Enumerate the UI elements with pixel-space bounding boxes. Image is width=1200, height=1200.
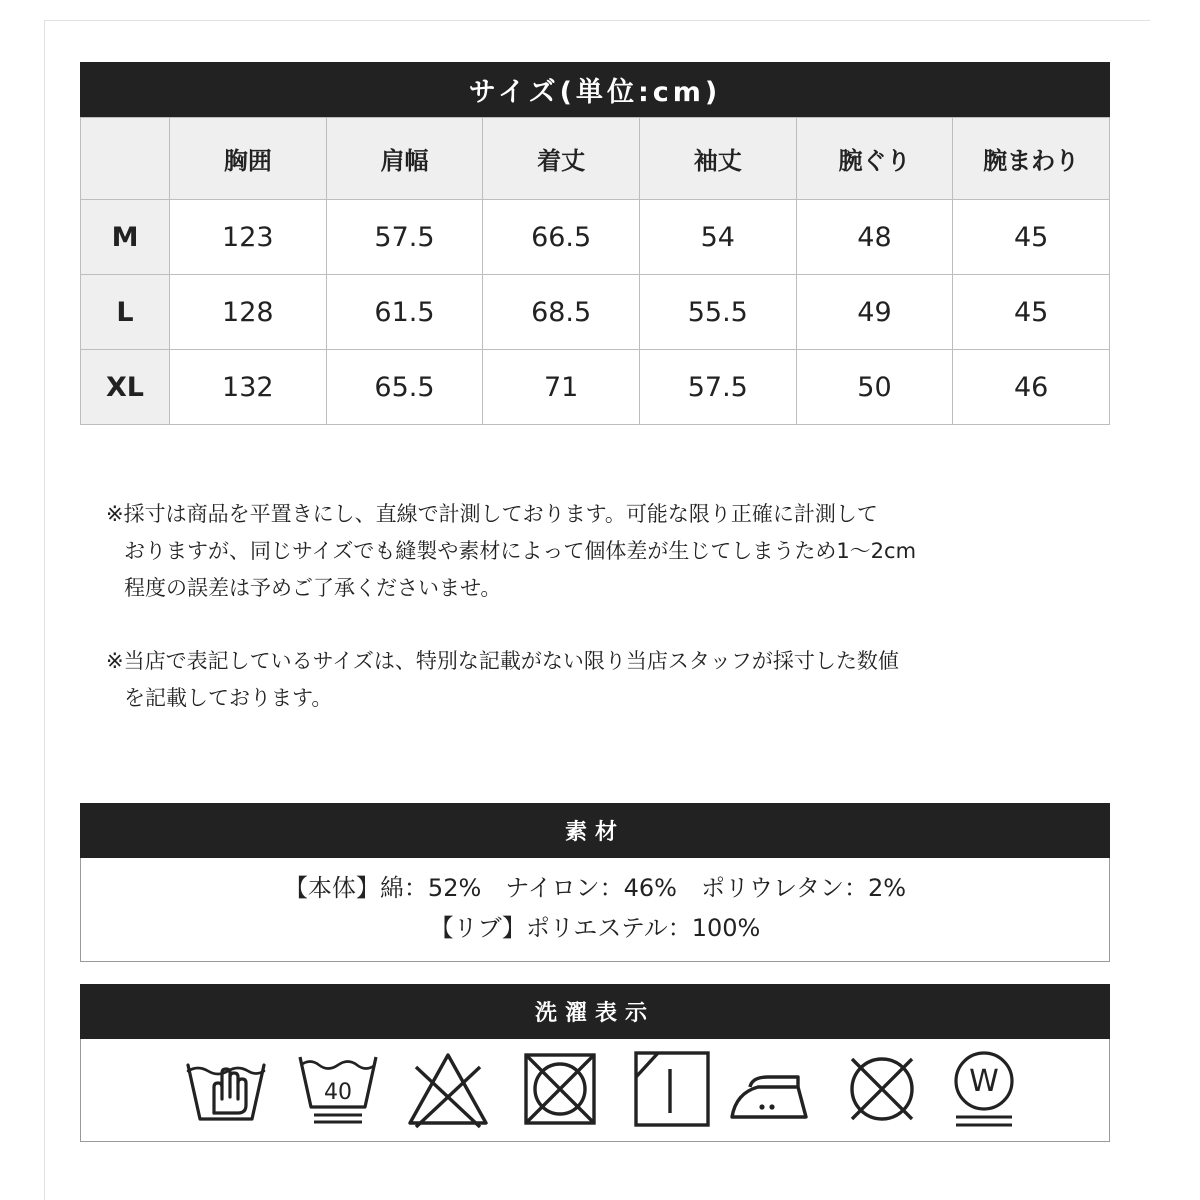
table-cell: 71 <box>483 350 640 425</box>
table-row <box>81 275 1110 350</box>
note-line: ※採寸は商品を平置きにし、直線で計測しております。可能な限り正確に計測して <box>106 502 878 526</box>
do-not-bleach-icon <box>406 1047 490 1131</box>
table-cell: 50 <box>796 350 953 425</box>
size-label: M <box>81 200 170 275</box>
table-cell: 132 <box>170 350 327 425</box>
do-not-dry-clean-icon <box>840 1047 924 1131</box>
size-label: L <box>81 275 170 350</box>
note-line: を記載しております。 <box>124 686 333 710</box>
table-cell: 66.5 <box>483 200 640 275</box>
table-cell: 55.5 <box>639 275 796 350</box>
wash-temperature-label: 40 <box>324 1080 352 1105</box>
header-cell-chest: 胸囲 <box>170 118 327 200</box>
table-cell: 68.5 <box>483 275 640 350</box>
header-cell-armhole: 腕ぐり <box>796 118 953 200</box>
table-cell: 45 <box>953 275 1110 350</box>
table-cell: 123 <box>170 200 327 275</box>
material-section-title: 素材 <box>80 803 1110 858</box>
size-table <box>80 117 1110 425</box>
table-cell: 48 <box>796 200 953 275</box>
table-cell: 57.5 <box>639 350 796 425</box>
table-cell: 45 <box>953 200 1110 275</box>
wash-section-title: 洗濯表示 <box>80 984 1110 1039</box>
material-box <box>80 858 1110 962</box>
do-not-tumble-dry-icon <box>518 1047 602 1131</box>
hand-wash-icon <box>184 1047 268 1131</box>
note-measurement-method <box>106 496 1066 607</box>
header-cell-length: 着丈 <box>483 118 640 200</box>
table-cell: 65.5 <box>326 350 483 425</box>
size-section-title: サイズ(単位:cm) <box>80 62 1110 117</box>
size-table-header <box>81 118 1110 200</box>
note-line: ※当店で表記しているサイズは、特別な記載がない限り当店スタッフが採寸した数値 <box>106 649 899 673</box>
table-row <box>81 200 1110 275</box>
table-cell: 128 <box>170 275 327 350</box>
table-cell: 49 <box>796 275 953 350</box>
table-row <box>81 350 1110 425</box>
material-rib-line: 【リブ】ポリエステル：100% <box>429 914 761 942</box>
wet-clean-gentle-icon <box>944 1047 1028 1131</box>
note-line: おりますが、同じサイズでも縫製や素材によって個体差が生じてしまうため1～2cm <box>124 539 917 563</box>
header-cell-corner <box>81 118 170 200</box>
table-cell: 54 <box>639 200 796 275</box>
note-size-notation <box>106 643 1066 717</box>
size-label: XL <box>81 350 170 425</box>
material-body-line: 【本体】綿：52% ナイロン：46% ポリウレタン：2% <box>283 874 907 902</box>
header-cell-shoulder: 肩幅 <box>326 118 483 200</box>
measurement-notes <box>106 496 1066 753</box>
table-cell: 61.5 <box>326 275 483 350</box>
table-cell: 46 <box>953 350 1110 425</box>
wet-clean-label: W <box>969 1064 999 1099</box>
iron-medium-icon <box>728 1047 812 1131</box>
note-line: 程度の誤差は予めご了承くださいませ。 <box>124 576 502 600</box>
machine-wash-40-icon <box>296 1047 380 1131</box>
header-cell-arm-circumference: 腕まわり <box>953 118 1110 200</box>
drip-dry-icon <box>630 1047 714 1131</box>
table-cell: 57.5 <box>326 200 483 275</box>
header-cell-sleeve: 袖丈 <box>639 118 796 200</box>
